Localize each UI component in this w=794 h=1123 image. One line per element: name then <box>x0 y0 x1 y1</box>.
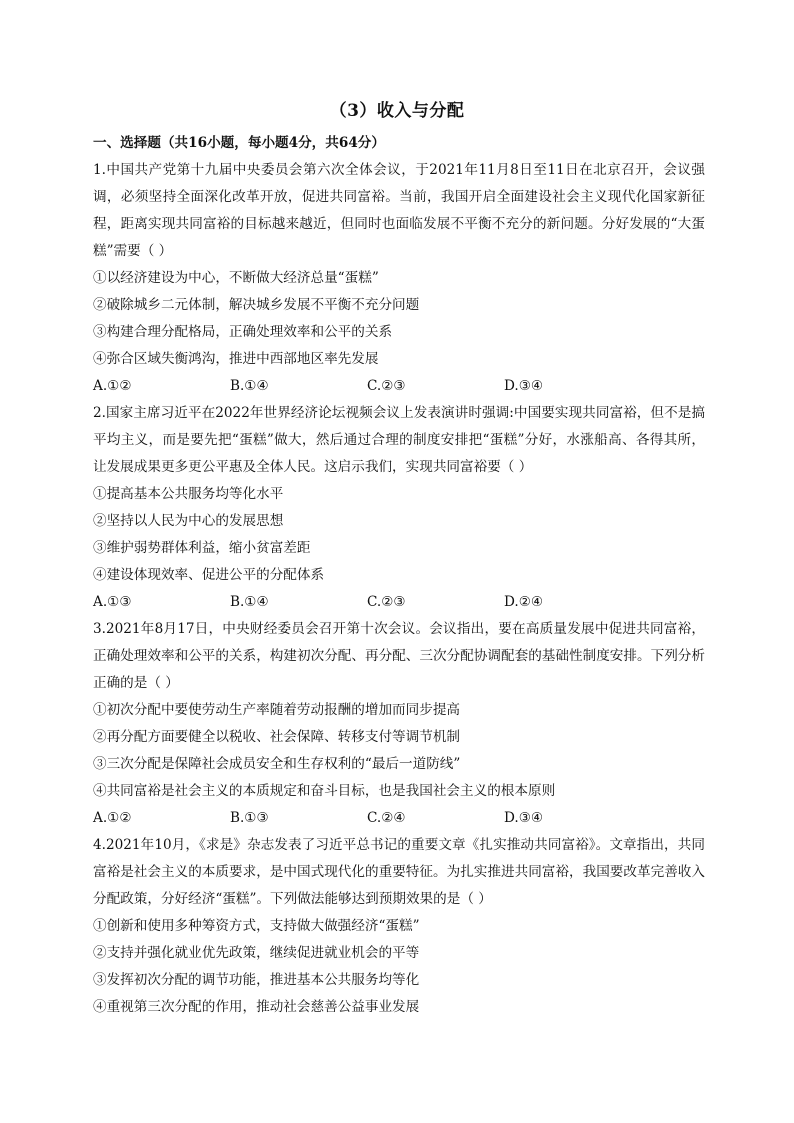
option-3: ③维护弱势群体利益，缩小贫富差距 <box>93 540 311 556</box>
option-2: ②支持并强化就业优先政策，继续促进就业机会的平等 <box>93 945 420 961</box>
choice-b: B.①④ <box>230 594 269 610</box>
question-2 <box>93 400 705 616</box>
choice-a: A.①③ <box>93 594 132 610</box>
question-stem: 1.中国共产党第十九届中央委员会第六次全体会议，于2021年11月8日至11日在北京召开，会议强调，必须坚持全面深化改革开放，促进共同富裕。当前，我国开启全面建设社会主义现代化国家新征程，距离实现共同富裕的目标越来越近，但同时也面临发展不平衡不充分的新问题。分好发展的“大蛋糕”需要（ ） <box>93 162 705 259</box>
option-4: ④重视第三次分配的作用，推动社会慈善公益事业发展 <box>93 999 420 1015</box>
option-2: ②再分配方面要健全以税收、社会保障、转移支付等调节机制 <box>93 729 461 745</box>
choice-c: C.②③ <box>367 378 406 394</box>
choice-b: B.①③ <box>230 810 269 826</box>
document-body <box>93 132 705 1021</box>
question-stem: 3.2021年8月17日，中央财经委员会召开第十次会议。会议指出，要在高质量发展中促进共同富裕，正确处理效率和公平的关系，构建初次分配、再分配、三次分配协调配套的基础性制度安排。下列分析正确的是（ ） <box>93 621 705 691</box>
option-4: ④共同富裕是社会主义的本质规定和奋斗目标，也是我国社会主义的根本原则 <box>93 783 556 799</box>
choice-c: C.②③ <box>367 594 406 610</box>
choice-d: D.②④ <box>504 594 544 610</box>
option-1: ①提高基本公共服务均等化水平 <box>93 486 284 502</box>
choice-a: A.①② <box>93 810 132 826</box>
option-4: ④建设体现效率、促进公平的分配体系 <box>93 567 325 583</box>
option-1: ①初次分配中要使劳动生产率随着劳动报酬的增加而同步提高 <box>93 702 461 718</box>
question-1 <box>93 157 705 400</box>
choice-d: D.③④ <box>504 378 544 394</box>
option-3: ③发挥初次分配的调节功能，推进基本公共服务均等化 <box>93 972 420 988</box>
section-heading: 一、选择题（共16小题，每小题4分，共64分） <box>93 135 385 151</box>
choice-a: A.①② <box>93 378 132 394</box>
question-stem: 4.2021年10月，《求是》杂志发表了习近平总书记的重要文章《扎实推动共同富裕》。文章指出，共同富裕是社会主义的本质要求，是中国式现代化的重要特征。为扎实推进共同富裕，我国要改革完善收入分配政策，分好经济“蛋糕”。下列做法能够达到预期效果的是（ ） <box>93 837 705 907</box>
option-2: ②破除城乡二元体制，解决城乡发展不平衡不充分问题 <box>93 297 420 313</box>
answer-choices <box>93 589 705 616</box>
option-2: ②坚持以人民为中心的发展思想 <box>93 513 284 529</box>
option-1: ①创新和使用多种筹资方式，支持做大做强经济“蛋糕” <box>93 918 420 934</box>
question-4 <box>93 832 705 1021</box>
answer-choices <box>93 373 705 400</box>
question-stem: 2.国家主席习近平在2022年世界经济论坛视频会议上发表演讲时强调:中国要实现共同富裕，但不是搞平均主义，而是要先把“蛋糕”做大，然后通过合理的制度安排把“蛋糕”分好，水涨船高、各得其所，让发展成果更多更公平惠及全体人民。这启示我们，实现共同富裕要（ ） <box>93 405 705 475</box>
page-title: （3）收入与分配 <box>329 101 465 121</box>
choice-c: C.②④ <box>367 810 406 826</box>
option-1: ①以经济建设为中心，不断做大经济总量“蛋糕” <box>93 270 379 286</box>
choice-d: D.③④ <box>504 810 544 826</box>
answer-choices <box>93 805 705 832</box>
option-4: ④弥合区域失衡鸿沟，推进中西部地区率先发展 <box>93 351 379 367</box>
choice-b: B.①④ <box>230 378 269 394</box>
option-3: ③三次分配是保障社会成员安全和生存权利的“最后一道防线” <box>93 756 461 772</box>
option-3: ③构建合理分配格局，正确处理效率和公平的关系 <box>93 324 393 340</box>
question-3 <box>93 616 705 832</box>
